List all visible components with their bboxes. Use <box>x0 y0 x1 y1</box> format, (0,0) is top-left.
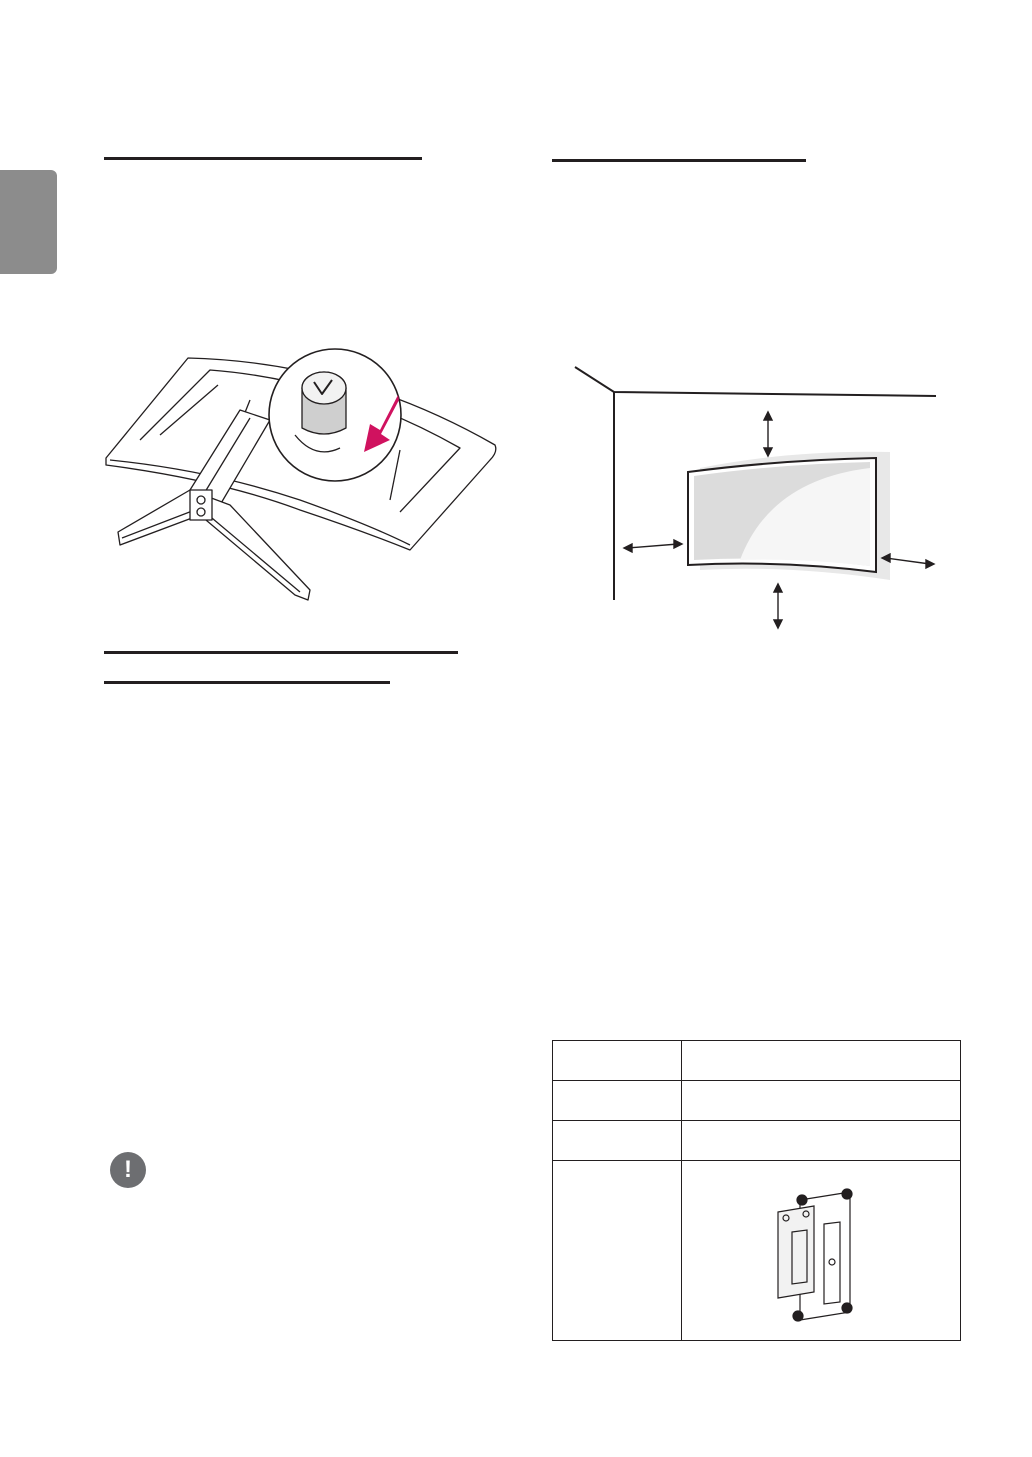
table-row <box>553 1121 961 1161</box>
section-heading-rule <box>104 681 390 684</box>
specification-table <box>552 1040 961 1341</box>
table-row <box>553 1161 961 1341</box>
language-side-tab <box>0 170 57 274</box>
caution-icon: ! <box>110 1152 146 1188</box>
section-heading-rule <box>552 159 806 162</box>
wall-clearance-illustration <box>570 360 950 630</box>
table-cell-bracket <box>682 1161 961 1341</box>
table-row <box>553 1081 961 1121</box>
section-heading-rule <box>104 157 422 160</box>
wall-mount-bracket-illustration <box>682 1162 960 1340</box>
table-row <box>553 1041 961 1081</box>
table-cell-label <box>553 1081 682 1121</box>
stand-knob-illustration <box>100 340 510 610</box>
table-cell-label <box>553 1121 682 1161</box>
table-cell-value <box>682 1121 961 1161</box>
table-cell-value <box>682 1041 961 1081</box>
table-cell-label <box>553 1161 682 1341</box>
table-cell-value <box>682 1081 961 1121</box>
section-heading-rule <box>104 651 458 654</box>
table-cell-label <box>553 1041 682 1081</box>
